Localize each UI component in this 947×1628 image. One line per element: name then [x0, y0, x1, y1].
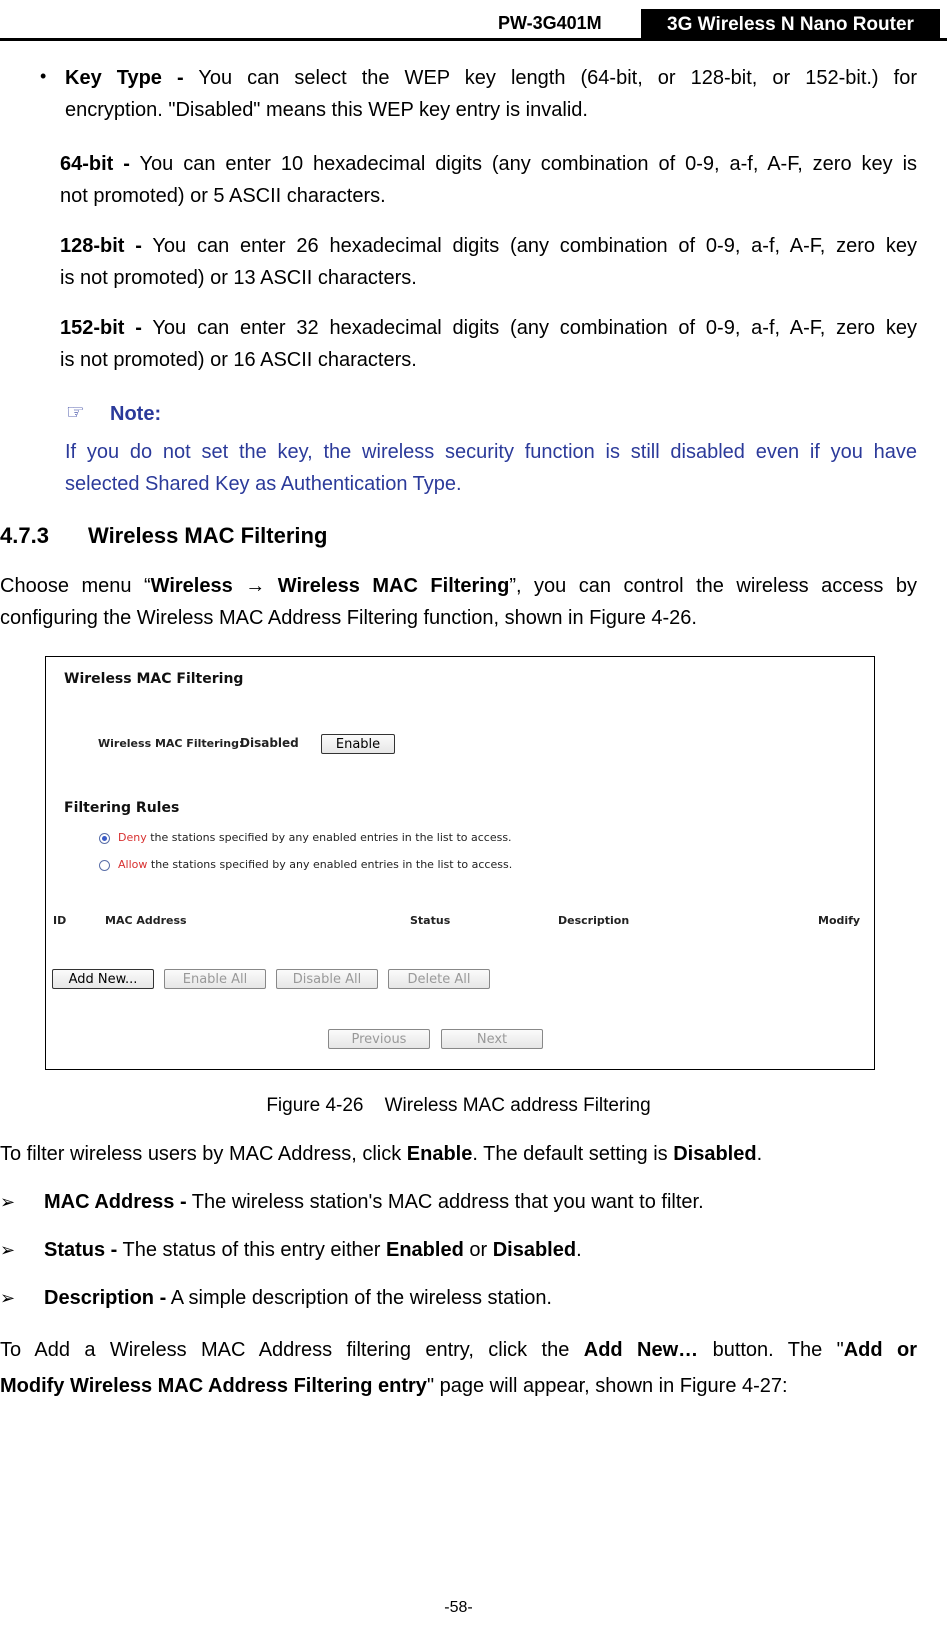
deny-radio[interactable]: [99, 833, 110, 844]
bit64-line2: not promoted) or 5 ASCII characters.: [60, 185, 386, 207]
bit152-line1: 152-bit - You can enter 32 hexadecimal digits (any combination of 0-9, a-f, A-F, zero key: [60, 317, 917, 339]
bit128-line1: 128-bit - You can enter 26 hexadecimal digits (any combination of 0-9, a-f, A-F, zero key: [60, 235, 917, 257]
menu-arrow-icon: →: [245, 575, 266, 597]
status-value: Disabled: [240, 736, 299, 750]
bit128-line2: is not promoted) or 13 ASCII characters.: [60, 267, 417, 289]
col-modify: Modify: [818, 914, 861, 927]
col-status: Status: [410, 914, 451, 927]
pointing-hand-icon: ☞: [66, 401, 85, 424]
section-title: Wireless MAC Filtering: [88, 523, 328, 548]
filter-text: To filter wireless users by MAC Address, click Enable. The default setting is Disabled.: [0, 1143, 763, 1165]
item-mac-address: MAC Address - The wireless station's MAC address that you want to filter.: [44, 1191, 704, 1213]
item-status: Status - The status of this entry either Enabled or Disabled.: [44, 1239, 582, 1261]
header-product: 3G Wireless N Nano Router: [641, 9, 940, 41]
item-description: Description - A simple description of the wireless station.: [44, 1287, 552, 1309]
note-line2: selected Shared Key as Authentication Type.: [65, 473, 462, 495]
enable-all-button[interactable]: Enable All: [164, 969, 266, 989]
bullet-dot-icon: •: [40, 66, 47, 86]
arrowhead-icon: ➢: [0, 1240, 16, 1260]
key-type-line2: encryption. "Disabled" means this WEP key entry is invalid.: [65, 99, 588, 121]
arrowhead-icon: ➢: [0, 1288, 16, 1308]
filtering-rules-title: Filtering Rules: [64, 800, 180, 816]
bit64-line1: 64-bit - You can enter 10 hexadecimal digits (any combination of 0-9, a-f, A-F, zero key is: [60, 153, 918, 175]
allow-rule: Allow the stations specified by any enabled entries in the list to access.: [118, 858, 513, 871]
delete-all-button[interactable]: Delete All: [388, 969, 490, 989]
add-new-button[interactable]: Add New...: [52, 969, 154, 989]
note-line1: If you do not set the key, the wireless security function is still disabled even if you have: [65, 441, 917, 463]
figure-wireless-mac-filtering: [45, 656, 875, 1070]
note-title: Note:: [110, 403, 162, 425]
key-type-term: Key Type -: [65, 67, 184, 89]
arrowhead-icon: ➢: [0, 1192, 16, 1212]
disable-all-button[interactable]: Disable All: [276, 969, 378, 989]
figure-title: Wireless MAC Filtering: [64, 671, 244, 687]
previous-button[interactable]: Previous: [328, 1029, 430, 1049]
next-button[interactable]: Next: [441, 1029, 543, 1049]
figure-caption: Figure 4-26 Wireless MAC address Filtering: [266, 1095, 651, 1116]
bit152-line2: is not promoted) or 16 ASCII characters.: [60, 349, 417, 371]
enable-button[interactable]: Enable: [321, 734, 395, 754]
col-mac-address: MAC Address: [105, 914, 187, 927]
section-number: 4.7.3: [0, 523, 49, 548]
col-description: Description: [558, 914, 630, 927]
page-number: -58-: [444, 1599, 473, 1616]
allow-radio[interactable]: [99, 860, 110, 871]
intro-line1: Choose menu “Wireless → Wireless MAC Filtering”, you can control the wireless access by: [0, 575, 918, 597]
add-text-line2: Modify Wireless MAC Address Filtering entry" page will appear, shown in Figure 4-27:: [0, 1375, 788, 1397]
header-divider: [0, 38, 947, 41]
add-text-line1: To Add a Wireless MAC Address filtering entry, click the Add New… button. The "Add or: [0, 1339, 918, 1361]
col-id: ID: [53, 914, 67, 927]
header-model: PW-3G401M: [498, 13, 602, 33]
deny-rule: Deny the stations specified by any enabled entries in the list to access.: [118, 831, 512, 844]
status-label: Wireless MAC Filtering:: [98, 737, 244, 750]
intro-line2: configuring the Wireless MAC Address Filtering function, shown in Figure 4-26.: [0, 607, 697, 629]
key-type-line1: Key Type - You can select the WEP key length (64-bit, or 128-bit, or 152-bit.) for: [65, 67, 917, 89]
